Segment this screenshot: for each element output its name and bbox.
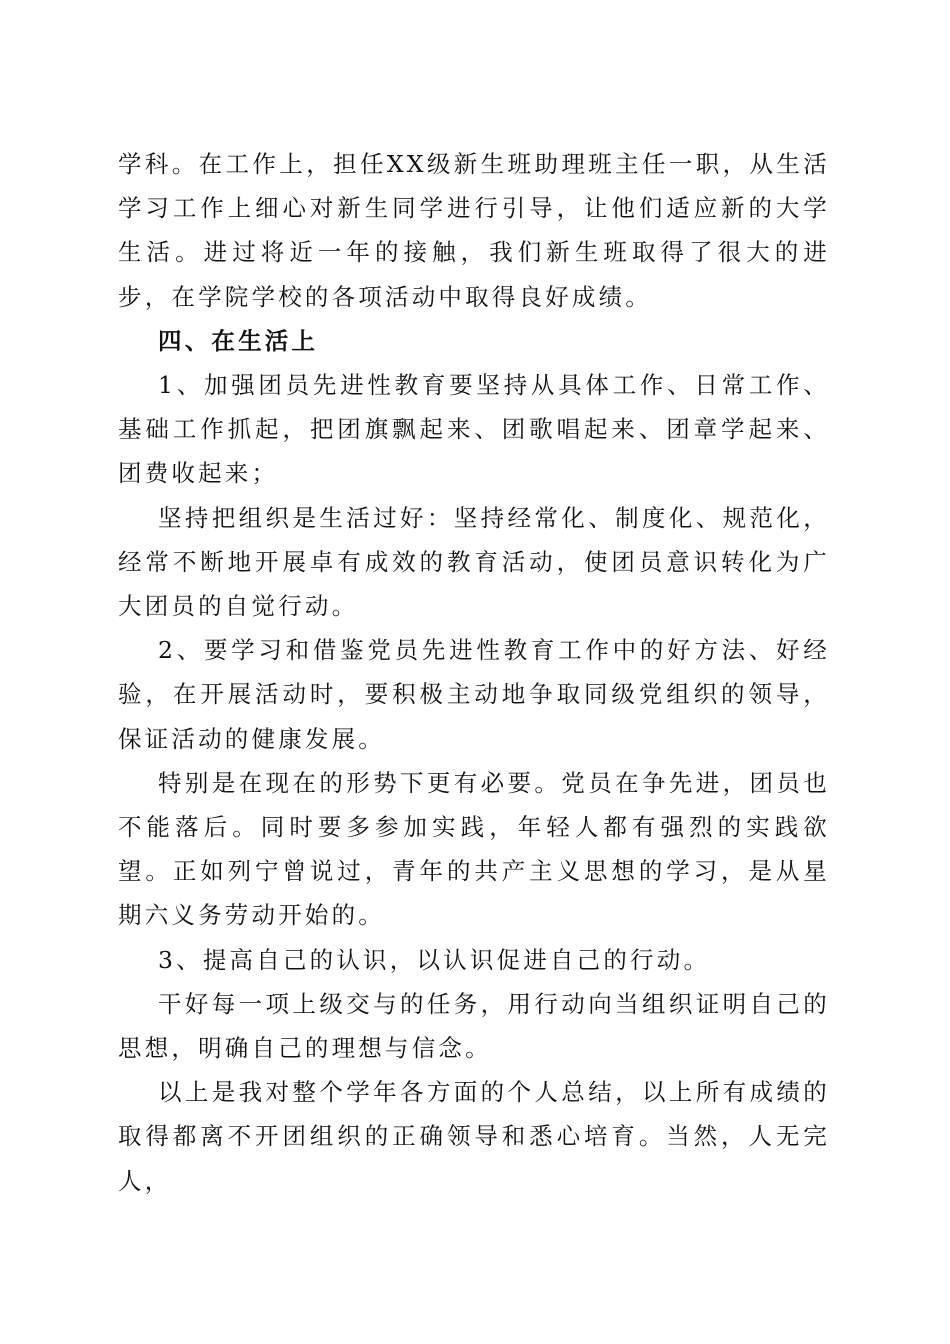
paragraph-6: 3、提高自己的认识，以认识促进自己的行动。 bbox=[158, 945, 711, 974]
paragraph-7: 干好每一项上级交与的任务，用行动向当组织证明自己的思想，明确自己的理想与信念。 bbox=[118, 989, 830, 1063]
paragraph-2: 1、加强团员先进性教育要坚持从具体工作、日常工作、基础工作抓起，把团旗飘起来、团歌唱起来、团章学起来、团费收起来； bbox=[118, 371, 830, 488]
section-heading: 四、在生活上 bbox=[158, 326, 319, 355]
paragraph-8: 以上是我对整个学年各方面的个人总结，以上所有成绩的取得都离不开团组织的正确领导和悉心培育。当然，人无完人， bbox=[118, 1078, 830, 1195]
paragraph-1: 学科。在工作上，担任XX级新生班助理班主任一职，从生活学习工作上细心对新生同学进行引导，让他们适应新的大学生活。进过将近一年的接触，我们新生班取得了很大的进步，在学院学校的各项活动中取得良好成绩。 bbox=[118, 150, 830, 311]
paragraph-4: 2、要学习和借鉴党员先进性教育工作中的好方法、好经验，在开展活动时，要积极主动地争取同级党组织的领导，保证活动的健康发展。 bbox=[118, 636, 830, 753]
paragraph-5: 特别是在现在的形势下更有必要。党员在争先进，团员也不能落后。同时要多参加实践，年轻人都有强烈的实践欲望。正如列宁曾说过，青年的共产主义思想的学习，是从星期六义务劳动开始的。 bbox=[118, 768, 830, 930]
document-body bbox=[118, 142, 830, 1203]
paragraph-3: 坚持把组织是生活过好：坚持经常化、制度化、规范化，经常不断地开展卓有成效的教育活动，使团员意识转化为广大团员的自觉行动。 bbox=[118, 503, 830, 621]
